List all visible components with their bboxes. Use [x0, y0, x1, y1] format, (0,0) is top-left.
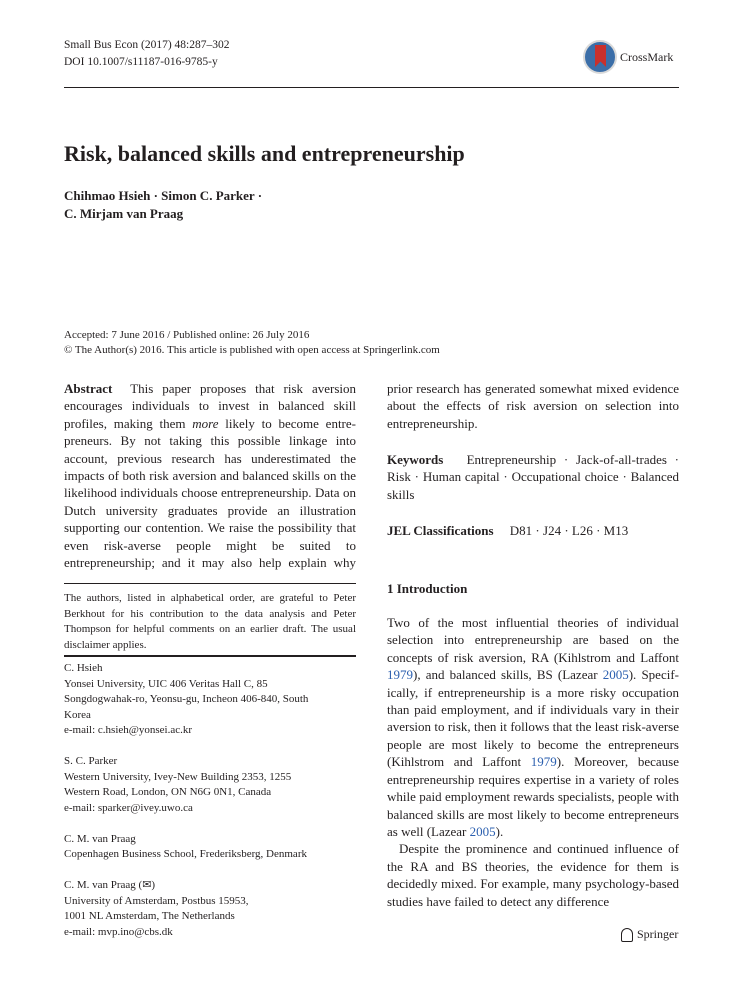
jel-classifications — [387, 522, 679, 539]
keywords-label: Keywords — [387, 452, 444, 467]
author-list — [64, 187, 262, 223]
springer-horse-icon — [621, 928, 633, 942]
affiliation-address: Songdogwahak-ro, Yeonsu-gu, Incheon 406-840, South — [64, 693, 309, 705]
affiliation-email[interactable]: e-mail: c.hsieh@yonsei.ac.kr — [64, 724, 193, 736]
crossmark-label: CrossMark — [620, 49, 674, 64]
affiliation-hsieh — [64, 661, 364, 739]
intro-paragraph-1 — [387, 614, 679, 840]
intro-text: Two of the most influential theories of individual selection into entrepreneurship are based on the concepts of risk aversion, RA (Kihlstrom and Laffont — [387, 615, 679, 665]
publisher-name: Springer — [637, 927, 679, 941]
affiliation-address: Korea — [64, 708, 91, 721]
abstract-text: This paper proposes that risk aversion encourages individuals to invest in balanced skill profiles, making them — [64, 381, 356, 431]
jel-label: JEL Classifications — [387, 523, 494, 539]
authors-line-2: C. Mirjam van Praag — [64, 206, 184, 221]
abstract-text-cont-hidden: prior research has generated somewhat mixed evidence about the effects of risk aversion on selection into entrepreneurship. — [387, 381, 679, 431]
intro-text: ). Moreover, because entrepreneurship requires expertise in a variety of roles while paid employment rewards specialists, people with balanced skills are most likely to become entrepreneurs as well (Lazear — [387, 754, 679, 839]
section-heading-introduction: 1 Introduction — [387, 580, 468, 596]
journal-citation: Small Bus Econ (2017) 48:287–302 — [64, 39, 230, 51]
keywords — [387, 451, 679, 503]
affiliation-address: University of Amsterdam, Postbus 15953, — [64, 894, 249, 907]
affiliation-parker — [64, 754, 364, 816]
publisher-logo — [621, 927, 678, 942]
affiliation-van-praag-cbs — [64, 832, 364, 863]
citation-link[interactable]: 2005 — [469, 823, 496, 839]
affiliation-address: Yonsei University, UIC 406 Veritas Hall C, 85 — [64, 677, 268, 690]
keywords-text: Entrepreneurship · Jack-of-all-trades · Risk · Human capital · Occupational choice · Balanced skills — [387, 452, 679, 502]
intro-paragraph-2: Despite the prominence and continued influence of the RA and BS theories, the evidence for them is decidedly mixed. For example, many psychology-based studies have failed to detect any difference — [387, 841, 679, 909]
affiliation-name: C. M. van Praag — [64, 832, 136, 845]
affiliation-email[interactable]: e-mail: sparker@ivey.uwo.ca — [64, 801, 193, 814]
abstract-text-cont: likely to become entrepreneurs. By not taking this possible linkage into account, previous research has underestimated the impacts of both risk aversion and balanced skills on the likelihood individuals choose entrepreneurship. Data on Dutch university graduates provide an illustration supporting our contention. We raise the possibility that even risk-averse people might be suited to entrepreneurship; and it may also help explain why — [64, 415, 356, 571]
affiliations — [64, 661, 364, 956]
article-title: Risk, balanced skills and entrepreneurship — [64, 141, 465, 166]
citation-link[interactable]: 1979 — [387, 667, 413, 683]
intro-text: ). — [495, 823, 504, 839]
abstract-emphasis: more — [192, 415, 219, 431]
authors-line-1: Chihmao Hsieh · Simon C. Parker · — [64, 188, 263, 203]
acknowledgement-footnote: The authors, listed in alphabetical order, are grateful to Peter Berkhout for his contribution to the data analysis and Peter Thompson for helpful comments on an earlier draft. The usual disclaimer applies. — [64, 592, 356, 651]
running-header — [64, 37, 229, 71]
affiliation-email[interactable]: e-mail: mvp.ino@cbs.dk — [64, 925, 173, 938]
footnote-rule — [64, 583, 356, 584]
jel-codes: D81 · J24 · L26 · M13 — [509, 523, 629, 539]
affiliation-van-praag-uva — [64, 878, 364, 940]
affiliation-name: S. C. Parker — [64, 755, 118, 767]
doi[interactable]: DOI 10.1007/s11187-016-9785-y — [64, 56, 218, 68]
affiliation-name: C. Hsieh — [64, 662, 103, 674]
affiliation-address: Western Road, London, ON N6G 0N1, Canada — [64, 786, 272, 798]
abstract-label: Abstract — [64, 381, 113, 396]
affiliation-address: 1001 NL Amsterdam, The Netherlands — [64, 910, 235, 922]
citation-link[interactable]: 2005 — [602, 667, 629, 683]
intro-text: ), and balanced skills, BS (Lazear — [413, 667, 603, 683]
affiliation-name: C. M. van Praag (✉) — [64, 879, 156, 891]
affiliation-rule — [64, 655, 356, 657]
copyright-notice: © The Author(s) 2016. This article is published with open access at Springerlink.com — [64, 344, 440, 356]
accepted-date: Accepted: 7 June 2016 / Published online: 26 July 2016 — [64, 329, 310, 341]
article-dates — [64, 328, 440, 358]
citation-link[interactable]: 1979 — [530, 754, 557, 770]
crossmark-badge[interactable] — [583, 40, 673, 74]
right-column — [387, 380, 679, 910]
abstract-continued — [387, 380, 679, 432]
crossmark-icon — [583, 40, 617, 74]
intro-text: ). Specifically, if entrepreneurship is a more risky occupation than paid employment, and if individuals vary in their aversion to risk, then it follows that the least risk-averse people are most likely to become the entrepreneurs (Kihlstrom and Laffont — [387, 667, 679, 770]
header-rule — [64, 87, 679, 88]
affiliation-address: Western University, Ivey-New Building 2353, 1255 — [64, 770, 292, 783]
abstract — [64, 380, 356, 571]
affiliation-address: Copenhagen Business School, Frederiksberg, Denmark — [64, 848, 307, 860]
